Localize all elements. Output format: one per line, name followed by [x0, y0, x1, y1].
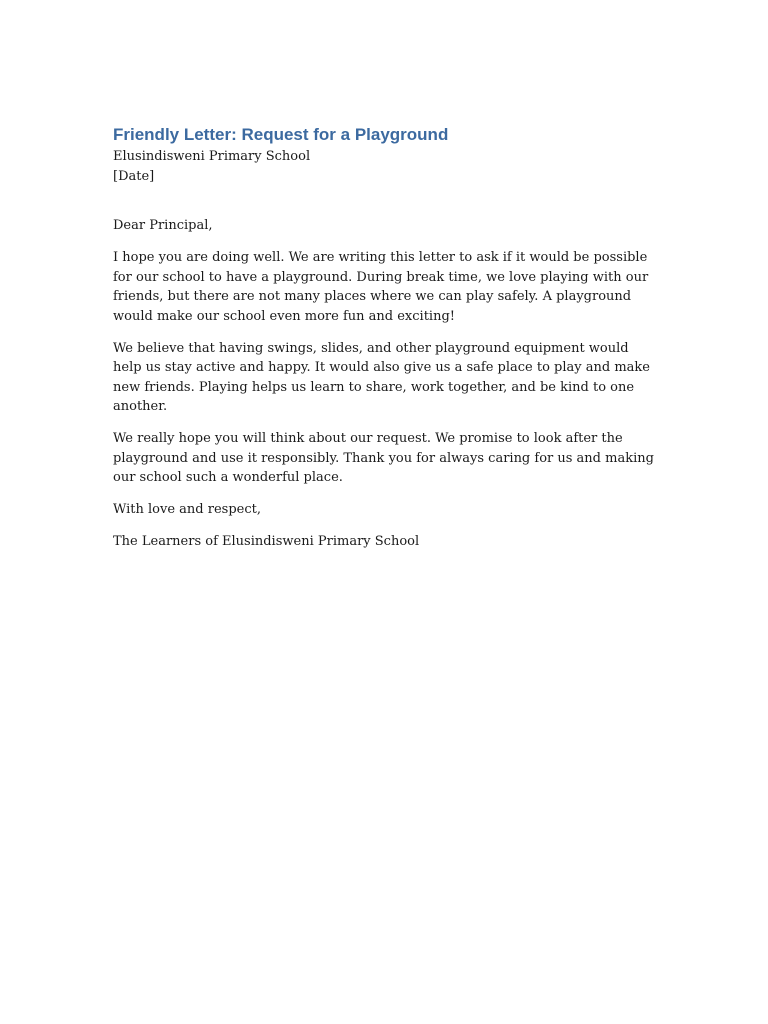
closing: With love and respect,: [113, 502, 261, 517]
salutation: Dear Principal,: [113, 218, 213, 233]
body-paragraph-1: I hope you are doing well. We are writing this letter to ask if it would be possible for our school to have a playground. During break time, we love playing with our friends, but there are not many places where we can play safely. A playground would make our school even more fun and exciting!: [113, 250, 649, 324]
letter-page: [113, 124, 658, 564]
letter-title: Friendly Letter: Request for a Playground: [113, 125, 449, 144]
body-paragraph-2: We believe that having swings, slides, and other playground equipment would help us stay active and happy. It would also give us a safe place to play and make new friends. Playing helps us learn to share, work together, and be kind to one another.: [113, 340, 650, 414]
signature: The Learners of Elusindisweni Primary School: [113, 534, 420, 549]
school-name: Elusindisweni Primary School: [113, 149, 311, 164]
letter-date: [Date]: [113, 168, 155, 184]
body-paragraph-3: We really hope you will think about our request. We promise to look after the playground and use it responsibly. Thank you for always caring for us and making our school such a wonderful place.: [113, 431, 654, 485]
date-spacer: [113, 186, 658, 216]
